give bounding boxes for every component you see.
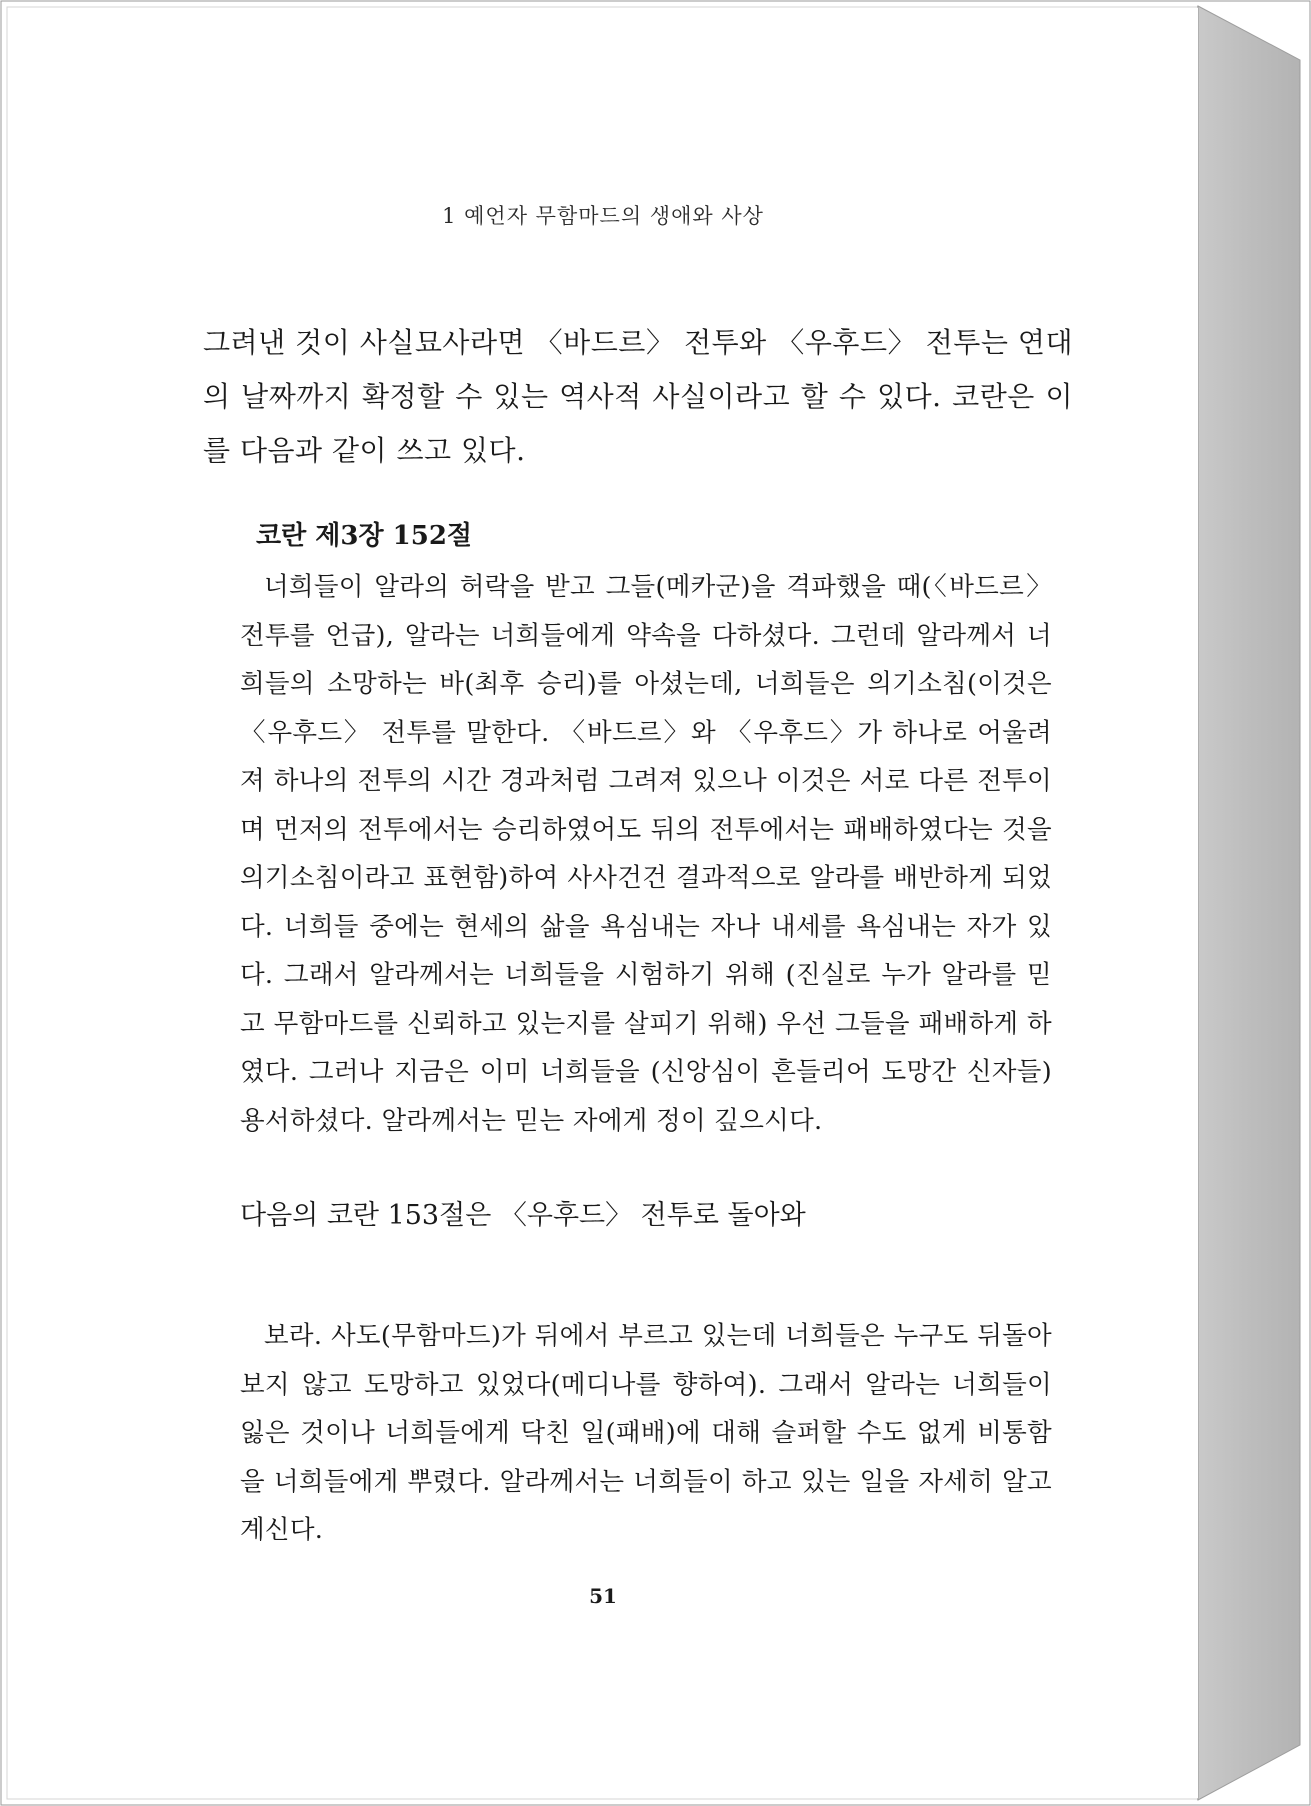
quote-paragraph-2: 보라. 사도(무함마드)가 뒤에서 부르고 있는데 너희들은 누구도 뒤돌아보지 않고 도망하고 있었다(메디나를 향하여). 그래서 알라는 너희들이 잃은 것이나 너희들에게 닥친 일(패배)에 대해 슬퍼할 수도 없게 비통함을 너희들에게 뿌렸다. 알라께서는 너희들이 하고 있는 일을 자세히 알고 계신다. (240, 1321, 1052, 1545)
book-page (8, 8, 1198, 1798)
intro-paragraph: 그려낸 것이 사실묘사라면 〈바드르〉 전투와 〈우후드〉 전투는 연대의 날짜까지 확정할 수 있는 역사적 사실이라고 할 수 있다. 코란은 이를 다음과 같이 쓰고 있다. (203, 326, 1073, 467)
book-side-face (1198, 6, 1300, 1800)
running-head: 1 예언자 무함마드의 생애와 사상 (442, 204, 764, 228)
quote-paragraph-1: 너희들이 알라의 허락을 받고 그들(메카군)을 격파했을 때(〈바드르〉 전투를 언급), 알라는 너희들에게 약속을 다하셨다. 그런데 알라께서 너희들의 소망하는 바(최후 승리)를 아셨는데, 너희들은 의기소침(이것은 〈우후드〉 전투를 말한다. 〈바드르〉와 〈우후드〉가 하나로 어울려져 하나의 전투의 시간 경과처럼 그려져 있으나 이것은 서로 다른 전투이며 먼저의 전투에서는 승리하였어도 뒤의 전투에서는 패배하였다는 것을 의기소침이라고 표현함)하여 사사건건 결과적으로 알라를 배반하게 되었다. 너희들 중에는 현세의 삶을 욕심내는 자나 내세를 욕심내는 자가 있다. 그래서 알라께서는 너희들을 시험하기 위해 (진실로 누가 알라를 믿고 무함마드를 신뢰하고 있는지를 살피기 위해) 우선 그들을 패배하게 하였다. 그러나 지금은 이미 너희들을 (신앙심이 흔들리어 도망간 신자들) 용서하셨다. 알라께서는 믿는 자에게 정이 깊으시다. (240, 572, 1052, 1136)
mid-heading: 다음의 코란 153절은 〈우후드〉 전투로 돌아와 (240, 1200, 806, 1231)
page-number: 51 (589, 1584, 617, 1608)
quote-title: 코란 제3장 152절 (256, 521, 473, 551)
